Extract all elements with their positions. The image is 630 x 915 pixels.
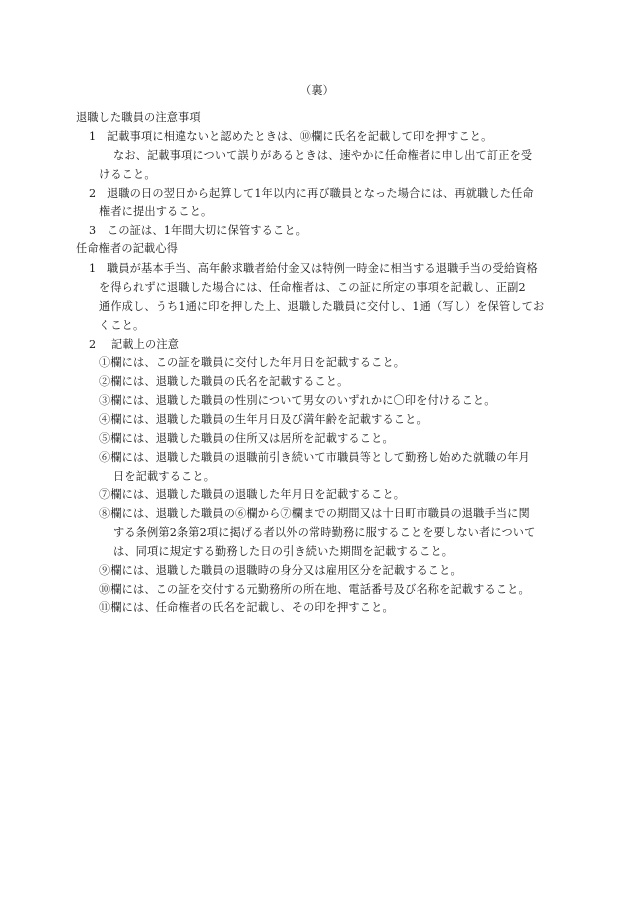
item-number: 3 (89, 224, 97, 237)
item-text: 職員が基本手当、高年齢求職者給付金又は特例一時金に相当する退職手当の受給資格 (107, 262, 538, 275)
note-line: ①欄には、この証を職員に交付した年月日を記載すること。 (99, 356, 406, 369)
item-text: 退職の日の翌日から起算して1年以内に再び職員となった場合には、再就職した任命 (107, 187, 534, 200)
note-line: ③欄には、退職した職員の性別について男女のいずれかに〇印を付けること。 (99, 394, 496, 407)
note-line: ⑧欄には、退職した職員の⑥欄から⑦欄までの期間又は十日町市職員の退職手当に関 (99, 507, 530, 520)
item-number: 1 (89, 130, 97, 143)
section-heading-appointer-guidelines: 任命権者の記載心得 (76, 242, 179, 255)
note-line-continuation: する条例第2条第2項に掲げる者以外の常時勤務に服することを要しない者について (113, 526, 536, 539)
note-line: ④欄には、退職した職員の生年月日及び満年齢を記載すること。 (99, 413, 428, 426)
note-line-continuation: 日を記載すること。 (113, 470, 216, 483)
note-line-continuation: は、同項に規定する勤務した日の引き続いた期間を記載すること。 (113, 545, 454, 558)
note-line: ②欄には、退職した職員の氏名を記載すること。 (99, 375, 349, 388)
item-number: 1 (89, 262, 97, 275)
item-number: 2 (89, 187, 97, 200)
note-line: ⑨欄には、退職した職員の退職時の身分又は雇用区分を記載すること。 (99, 564, 462, 577)
section-heading-retiree-notes: 退職した職員の注意事項 (76, 111, 201, 124)
item-text-continuation: けること。 (99, 168, 156, 181)
page-side-label: （裏） (300, 84, 335, 97)
item-text-continuation: を得られずに退職した場合には、任命権者は、この証に所定の事項を記載し、正副2 (99, 281, 526, 294)
item-text: この証は、1年間大切に保管すること。 (107, 224, 308, 237)
item-text-continuation: 権者に提出すること。 (99, 205, 213, 218)
note-line: ⑪欄には、任命権者の氏名を記載し、その印を押すこと。 (99, 601, 394, 614)
note-line: ⑤欄には、退職した職員の住所又は居所を記載すること。 (99, 432, 394, 445)
note-line: ⑩欄には、この証を交付する元勤務所の所在地、電話番号及び名称を記載すること。 (99, 583, 530, 596)
item-number: 2 (89, 338, 97, 351)
item-text-continuation: なお、記載事項について誤りがあるときは、速やかに任命権者に申し出て訂正を受 (113, 149, 533, 162)
item-text: 記載上の注意 (111, 338, 180, 351)
note-line: ⑦欄には、退職した職員の退職した年月日を記載すること。 (99, 488, 406, 501)
item-text-continuation: くこと。 (99, 319, 145, 332)
item-text-continuation: 通作成し、うち1通に印を押した上、退職した職員に交付し、1通（写し）を保管してお (99, 300, 545, 313)
item-text: 記載事項に相違ないと認めたときは、⑩欄に氏名を記載して印を押すこと。 (107, 130, 493, 143)
note-line: ⑥欄には、退職した職員の退職前引き続いて市職員等として勤務し始めた就職の年月 (99, 451, 530, 464)
